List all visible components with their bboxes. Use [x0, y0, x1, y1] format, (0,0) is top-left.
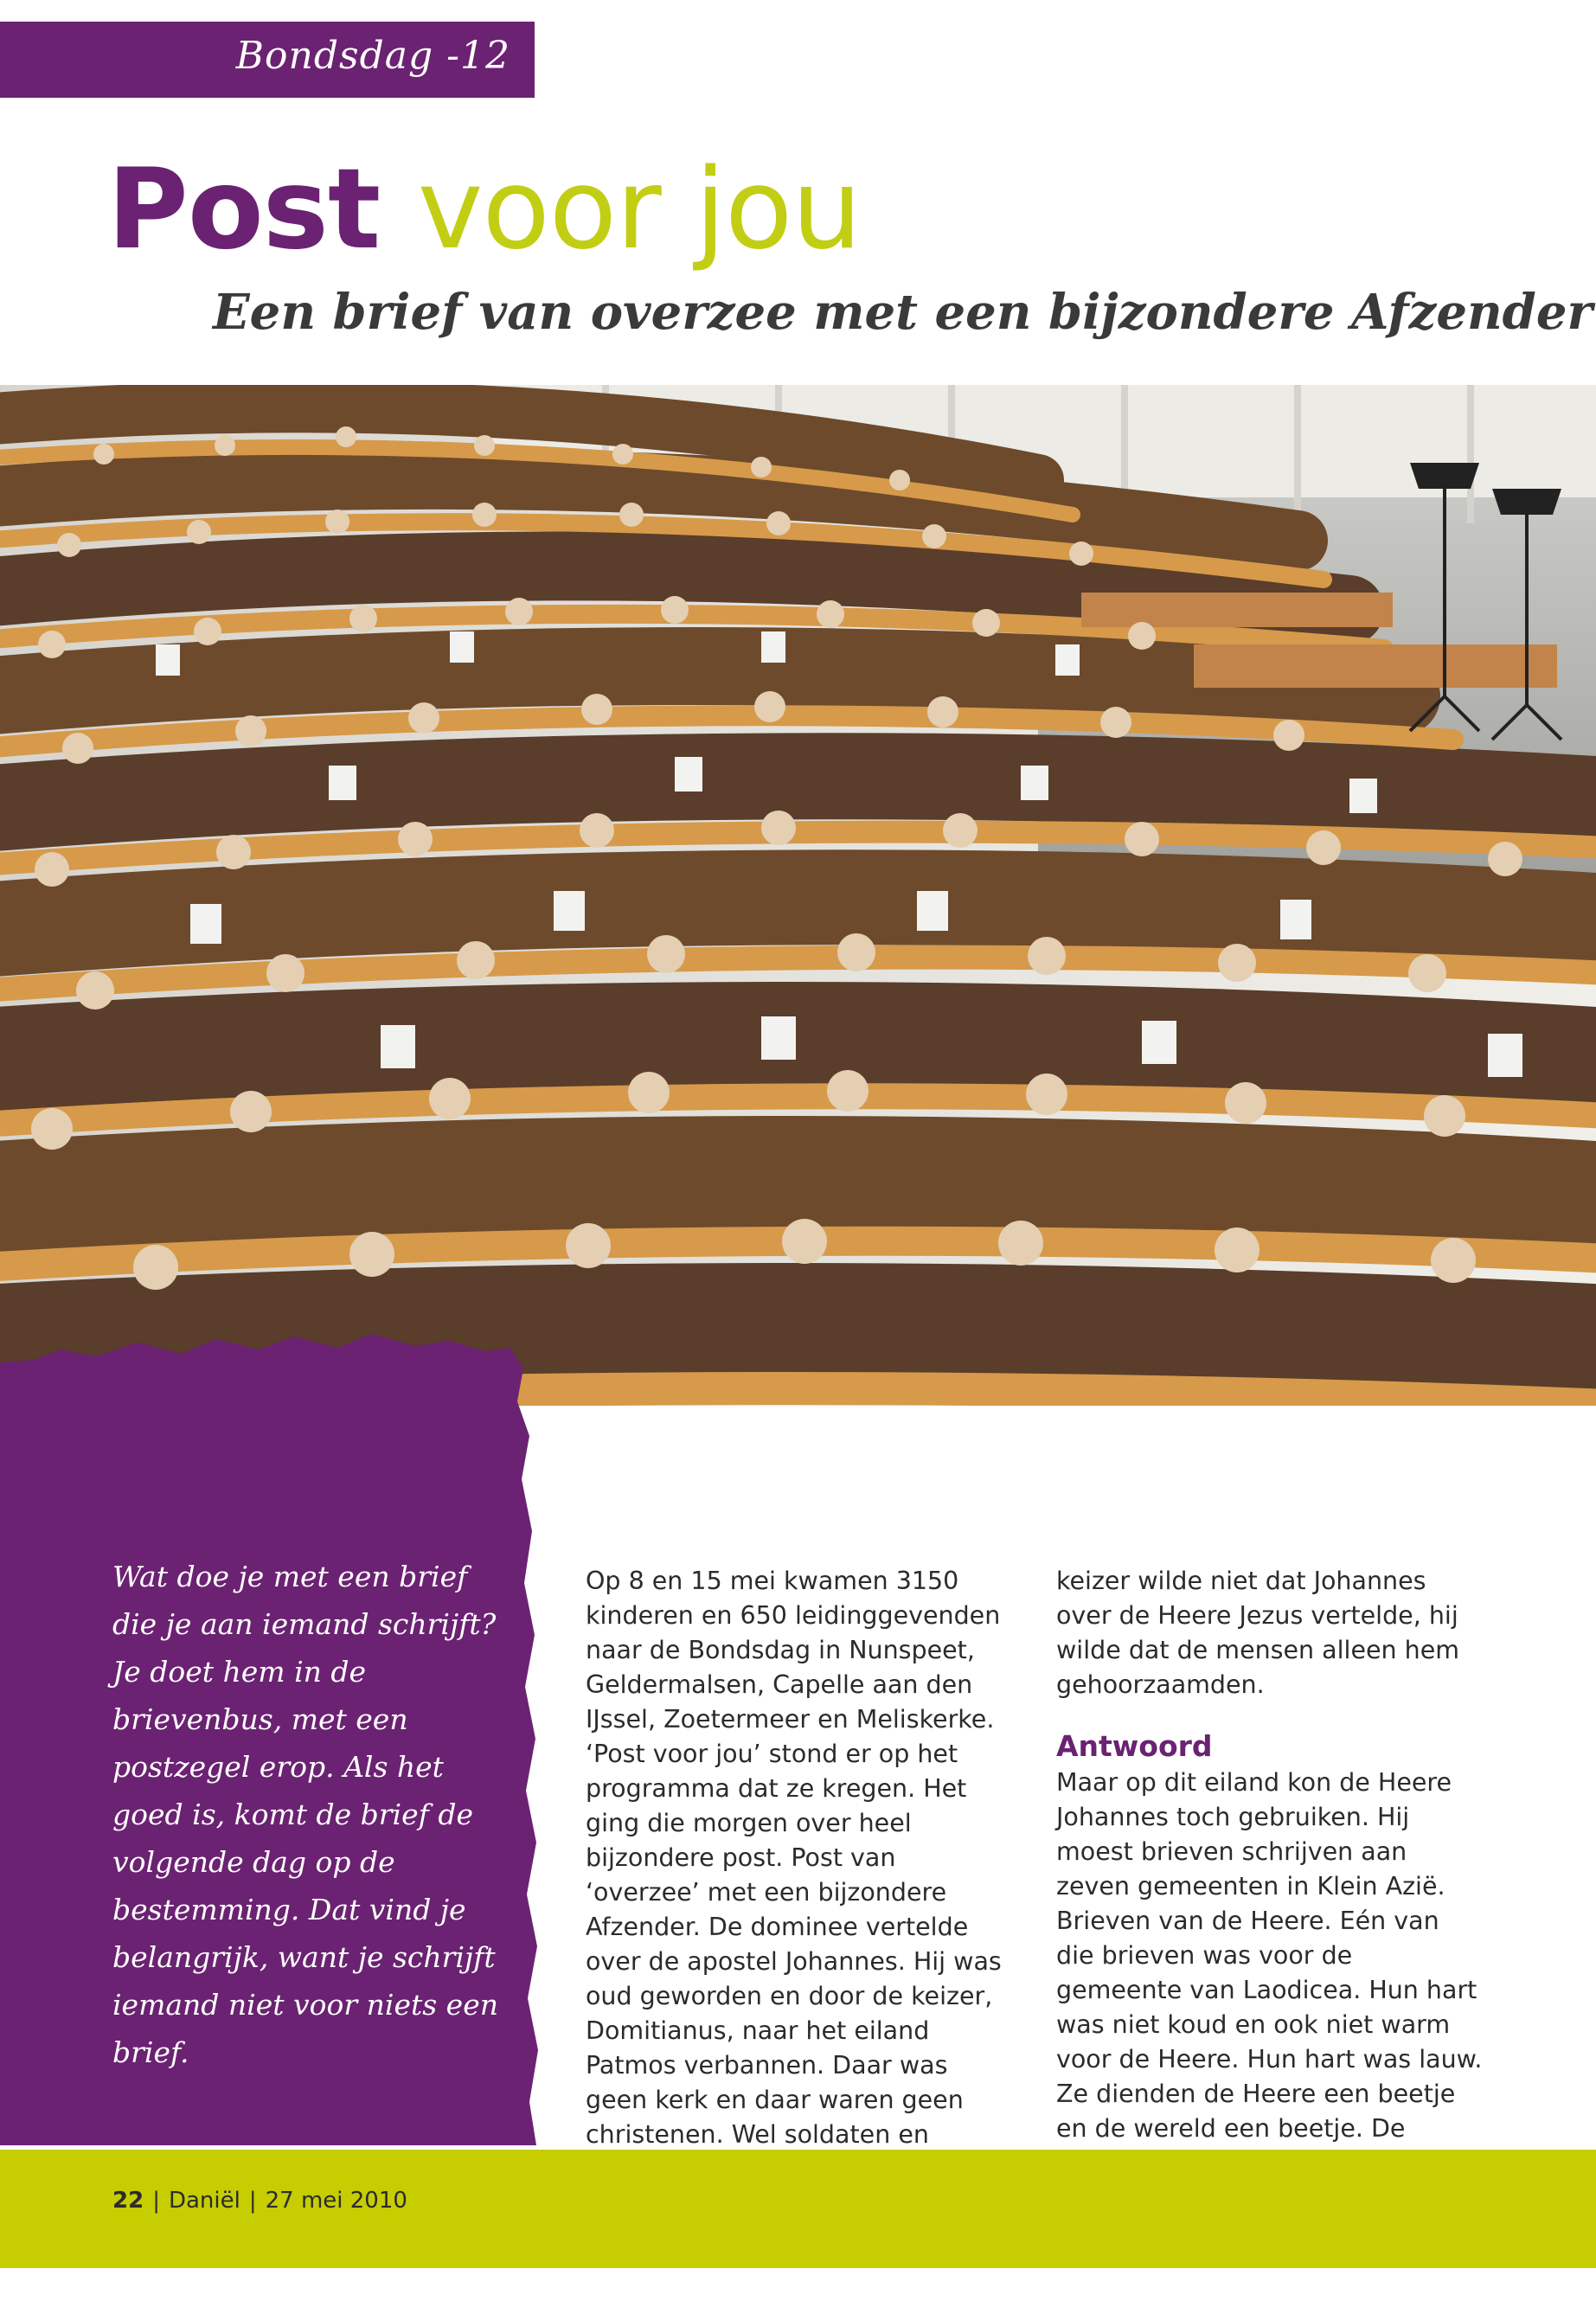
issue-date: 27 mei 2010	[265, 2188, 407, 2214]
footer-separator: |	[248, 2188, 257, 2214]
church-audience-photo	[0, 385, 1596, 1406]
section-tag	[0, 22, 535, 98]
section-heading: Antwoord	[1056, 1729, 1213, 1763]
footer-bar	[0, 2150, 1596, 2268]
section-tag-label: Bondsdag -12	[235, 34, 510, 78]
footer-text	[112, 2188, 407, 2214]
page-number: 22	[112, 2188, 144, 2214]
title-part-2: voor jou	[417, 145, 862, 274]
magazine-name: Daniël	[168, 2188, 240, 2214]
intro-text: Wat doe je met een brief die je aan iemand schrijft? Je doet hem in de brievenbus, met een postzegel erop. Als het goed is, komt de brief de volgende dag op de bestemming. Dat vind je belangrijk, want je schrijft iemand niet voor niets een brief.	[112, 1560, 498, 2069]
footer-separator: |	[152, 2188, 160, 2214]
article-column-1	[586, 1564, 1014, 2187]
article-paragraph: Op 8 en 15 mei kwamen 3150 kinderen en 650 leidinggevenden naar de Bondsdag in Nunspeet, Geldermalsen, Capelle aan den IJssel, Zoetermeer en Meliskerke. ‘Post voor jou’ stond er op het programma dat ze kregen. Het ging die morgen over heel bijzondere post. Post van ‘overzee’ met een bijzondere Afzender. De dominee vertelde over de apostel Johannes. Hij was oud geworden en door de keizer, Domitianus, naar het eiland Patmos verbannen. Daar was geen kerk en daar waren geen christenen. Wel soldaten en	[586, 1567, 1002, 2149]
article-paragraph: Maar op dit eiland kon de Heere Johannes toch gebruiken. Hij moest brieven schrijven aan zeven gemeenten in Klein Azië. Brieven van de Heere. Eén van die brieven was voor de gemeente van Laodicea. Hun hart was niet koud en ook niet warm voor de Heere. Hun hart was lauw. Ze dienden de Heere een beetje en de wereld een beetje. De	[1056, 1768, 1483, 2143]
title-part-1: Post	[107, 145, 381, 274]
article-paragraph: keizer wilde niet dat Johannes over de Heere Jezus vertelde, hij wilde dat de mensen alleen hem gehoorzaamden.	[1056, 1567, 1460, 1699]
article-column-2	[1056, 1564, 1484, 2146]
page-subtitle: Een brief van overzee met een bijzondere Afzender	[213, 284, 1593, 341]
page-title	[107, 145, 861, 275]
